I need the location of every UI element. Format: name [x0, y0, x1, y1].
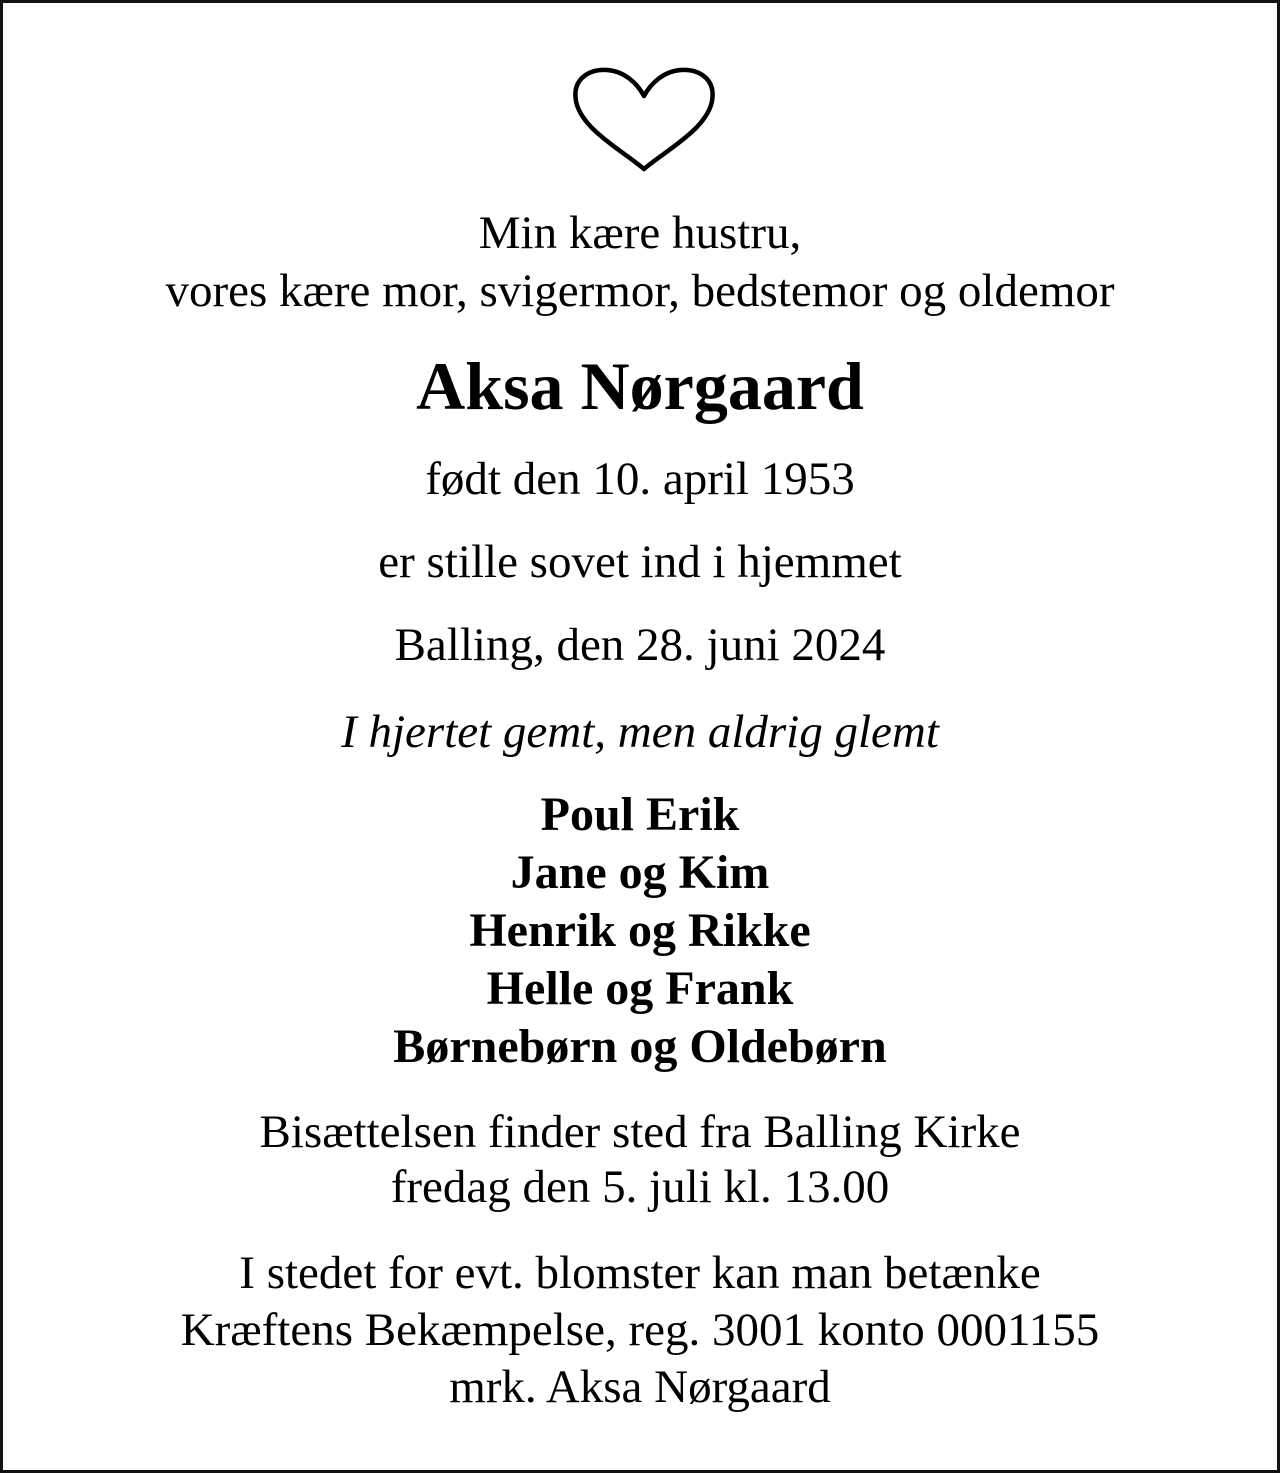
passing-text: er stille sovet ind i hjemmet: [378, 536, 902, 588]
mourner-name: Børnebørn og Oldebørn: [393, 1020, 887, 1073]
service-details: Bisættelsen finder sted fra Balling Kirke: [259, 1106, 1021, 1158]
deceased-name: Aksa Nørgaard: [416, 348, 864, 424]
birth-date: født den 10. april 1953: [425, 453, 855, 505]
mourner-name: Jane og Kim: [510, 846, 770, 899]
intro-line: vores kære mor, svigermor, bedstemor og oldemor: [165, 265, 1115, 317]
memorial-motto: I hjertet gemt, men aldrig glemt: [341, 706, 939, 758]
donation-details: mrk. Aksa Nørgaard: [449, 1361, 831, 1413]
service-details: fredag den 5. juli kl. 13.00: [390, 1161, 890, 1213]
heart-icon: [571, 67, 717, 173]
mourner-name: Helle og Frank: [486, 962, 794, 1015]
donation-details: Kræftens Bekæmpelse, reg. 3001 konto 0001155: [180, 1304, 1100, 1356]
mourner-name: Poul Erik: [540, 788, 740, 841]
intro-line: Min kære hustru,: [478, 207, 802, 259]
donation-details: I stedet for evt. blomster kan man betænke: [239, 1247, 1041, 1299]
mourner-name: Henrik og Rikke: [469, 904, 811, 957]
place-and-date: Balling, den 28. juni 2024: [394, 619, 886, 671]
